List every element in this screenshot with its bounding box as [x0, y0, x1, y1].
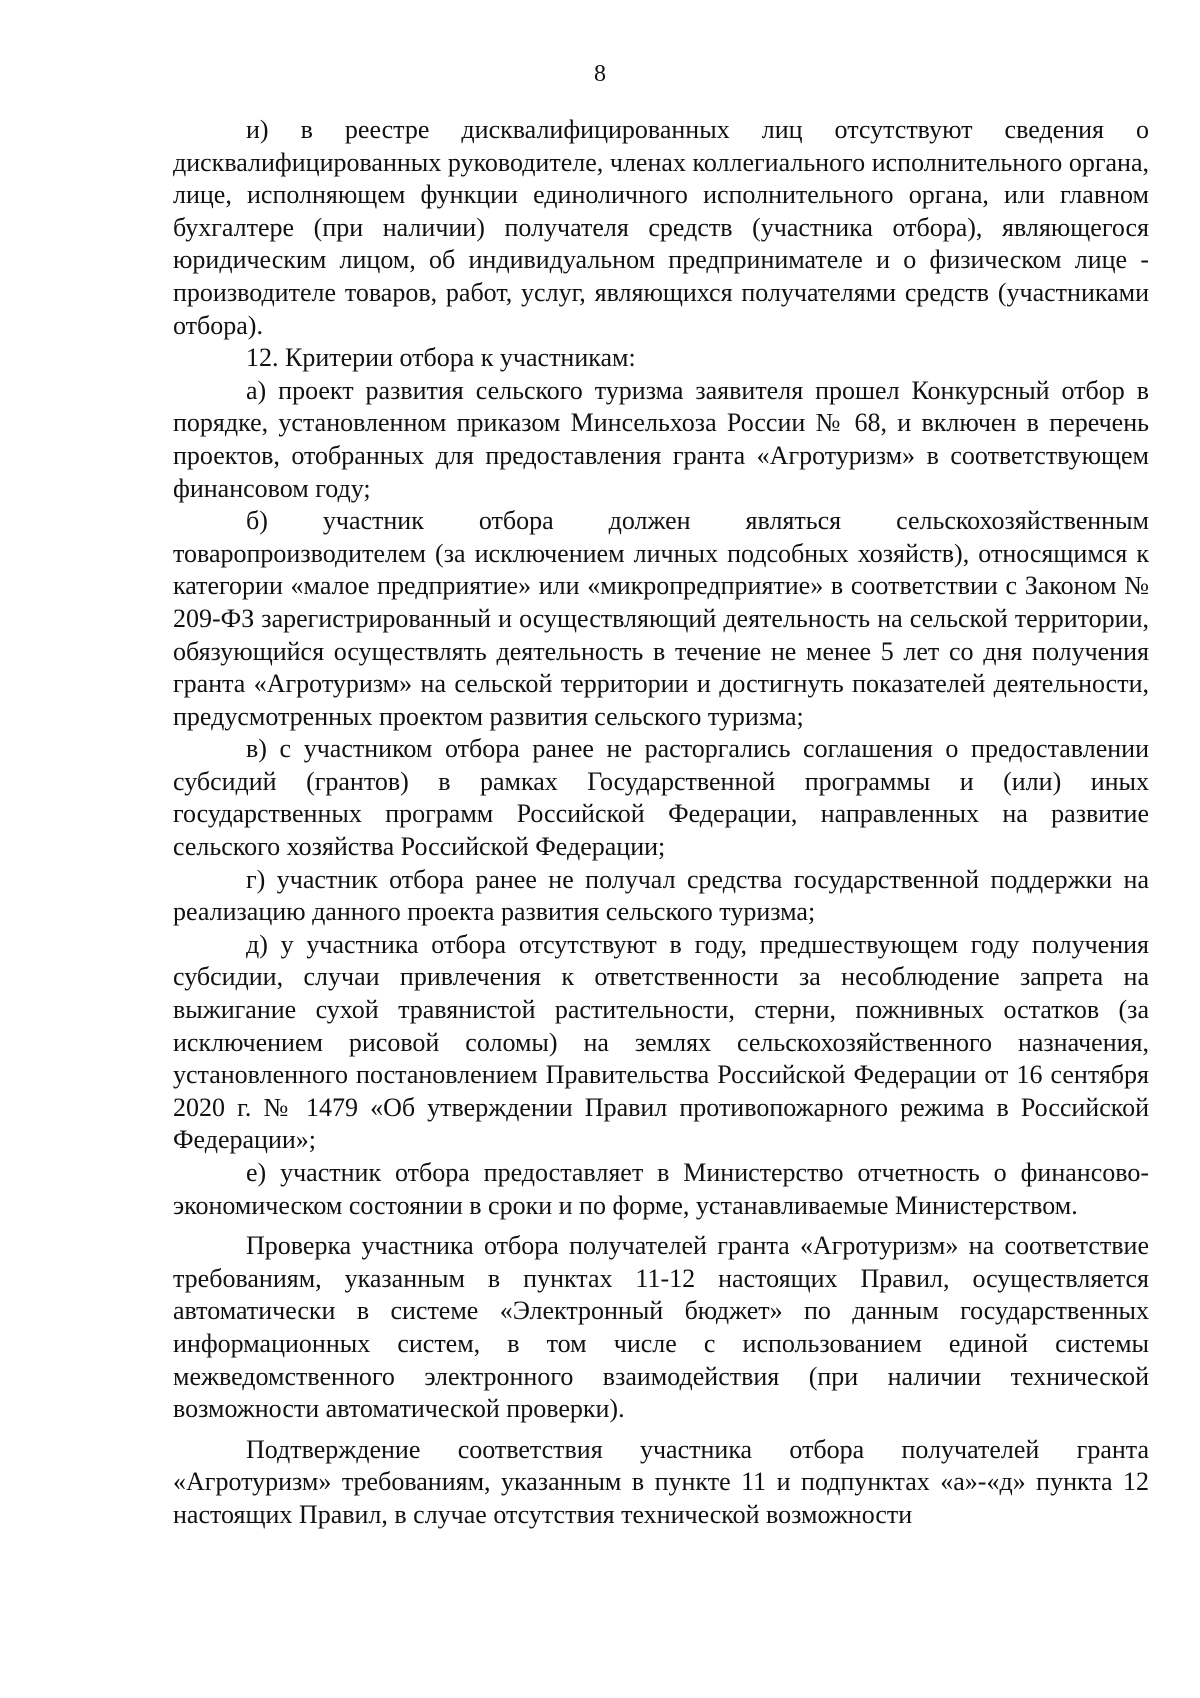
page-number: 8 [594, 61, 606, 87]
paragraph-item-e: е) участник отбора предоставляет в Министерство отчетность о финансово-экономическом состоянии в сроки и по форме, устанавливаемые Министерством. [173, 1158, 1149, 1220]
paragraph-section-12-heading: 12. Критерии отбора к участникам: [246, 343, 636, 373]
paragraph-item-v: в) с участником отбора ранее не расторгались соглашения о предоставлении субсидий (грантов) в рамках Государственной программы и (или) иных государственных программ Российской Федерации, направленных на развитие сельского хозяйства Российской Федерации; [173, 734, 1149, 862]
paragraph-item-b: б) участник отбора должен являться сельскохозяйственным товаропроизводителем (за исключением личных подсобных хозяйств), относящимся к категории «малое предприятие» или «микропредприятие» в соответствии с Законом № 209-ФЗ зарегистрированный и осуществляющий деятельность на сельской территории, обязующийся осуществлять деятельность в течение не менее 5 лет со дня получения гранта «Агротуризм» на сельской территории и достигнуть показателей деятельности, предусмотренных проектом развития сельского туризма; [173, 506, 1149, 731]
paragraph-item-a: а) проект развития сельского туризма заявителя прошел Конкурсный отбор в порядке, установленном приказом Минсельхоза России № 68, и включен в перечень проектов, отобранных для предоставления гранта «Агротуризм» в соответствующем финансовом году; [173, 375, 1149, 503]
paragraph-item-g: г) участник отбора ранее не получал средства государственной поддержки на реализацию данного проекта развития сельского туризма; [173, 864, 1149, 927]
document-body [173, 114, 1149, 1532]
paragraph-item-i: и) в реестре дисквалифицированных лиц отсутствуют сведения о дисквалифицированных руководителе, членах коллегиального исполнительного органа, лице, исполняющем функции единоличного исполнительного органа, или главном бухгалтере (при наличии) получателя средств (участника отбора), являющегося юридическим лицом, об индивидуальном предпринимателе и о физическом лице - производителе товаров, работ, услуг, являющихся получателями средств (участниками отбора). [173, 115, 1149, 340]
paragraph-verification: Проверка участника отбора получателей гранта «Агротуризм» на соответствие требованиям, указанным в пунктах 11-12 настоящих Правил, осуществляется автоматически в системе «Электронный бюджет» по данным государственных информационных систем, в том числе с использованием единой системы межведомственного электронного взаимодействия (при наличии технической возможности автоматической проверки). [173, 1231, 1149, 1424]
paragraph-item-d: д) у участника отбора отсутствуют в году, предшествующем году получения субсидии, случаи привлечения к ответственности за несоблюдение запрета на выжигание сухой травянистой растительности, стерни, пожнивных остатков (за исключением рисовой соломы) на землях сельскохозяйственного назначения, установленного постановлением Правительства Российской Федерации от 16 сентября 2020 г. № 1479 «Об утверждении Правил противопожарного режима в Российской Федерации»; [173, 929, 1149, 1155]
paragraph-confirmation: Подтверждение соответствия участника отбора получателей гранта «Агротуризм» требованиям, указанным в пункте 11 и подпунктах «а»-«д» пункта 12 настоящих Правил, в случае отсутствия технической возможности [173, 1434, 1149, 1529]
